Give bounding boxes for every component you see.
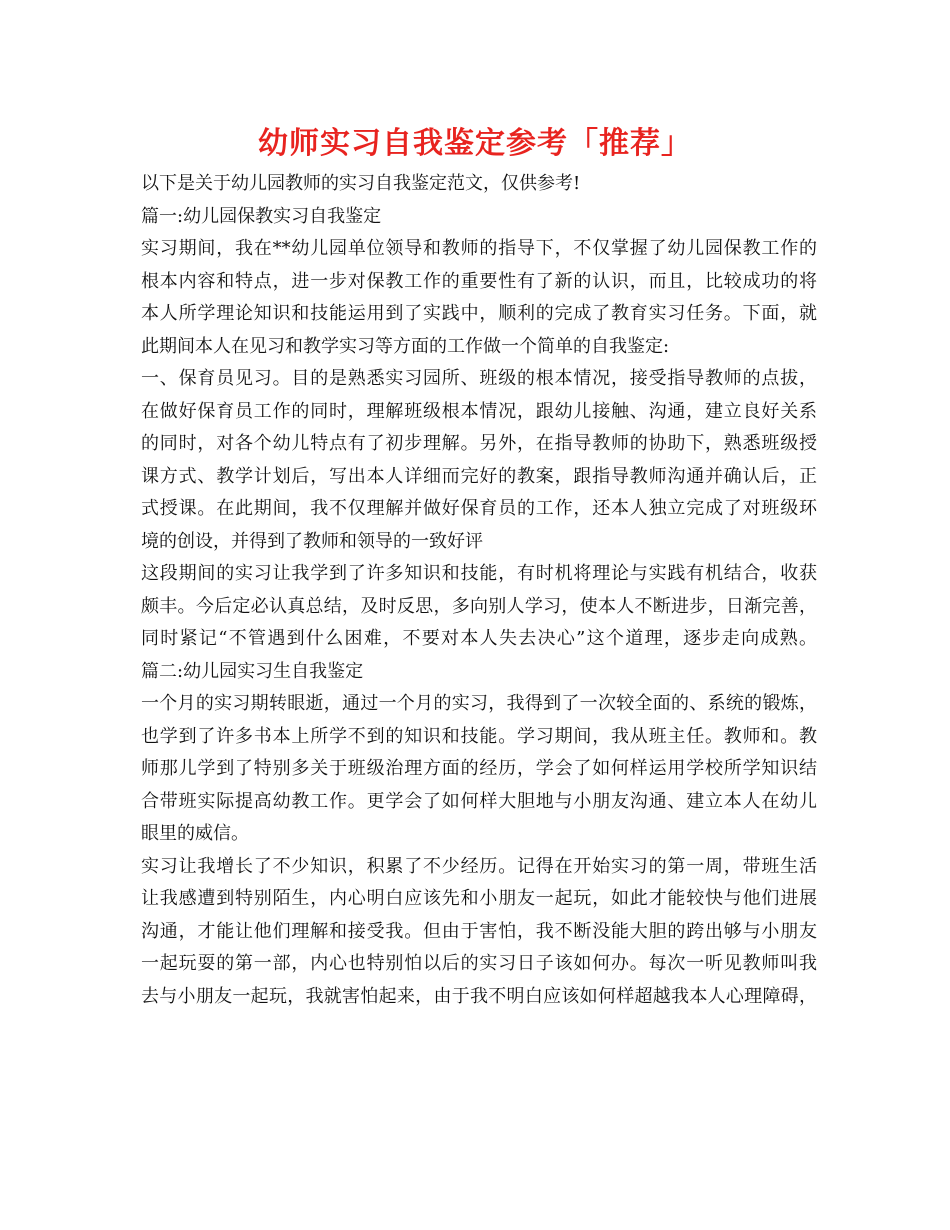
text-line: 实习期间，我在**幼儿园单位领导和教师的指导下，不仅掌握了幼儿园保教工作的 [141, 238, 817, 259]
text-line: 以下是关于幼儿园教师的实习自我鉴定范文，仅供参考! [141, 173, 581, 194]
text-line: 实习让我增长了不少知识，积累了不少经历。记得在开始实习的第一周，带班生活 [141, 855, 817, 877]
text-line: 课方式、教学计划后，写出本人详细而完好的教案，跟指导教师沟通并确认后，正 [141, 465, 817, 487]
text-line: 合带班实际提高幼教工作。更学会了如何样大胆地与小朋友沟通、建立本人在幼儿 [141, 790, 817, 812]
document-body [141, 168, 817, 1013]
text-line: 篇二:幼儿园实习生自我鉴定 [141, 660, 364, 682]
text-line: 眼里的威信。 [141, 823, 249, 844]
text-line: 在做好保育员工作的同时，理解班级根本情况，跟幼儿接触、沟通，建立良好关系 [141, 400, 817, 422]
text-line: 让我感遭到特别陌生，内心明白应该先和小朋友一起玩，如此才能较快与他们进展 [141, 888, 817, 909]
text-line: 篇一:幼儿园保教实习自我鉴定 [141, 205, 382, 227]
text-line: 式授课。在此期间，我不仅理解并做好保育员的工作，还本人独立完成了对班级环 [141, 498, 817, 519]
text-line: 本人所学理论知识和技能运用到了实践中，顺利的完成了教育实习任务。下面，就 [141, 303, 817, 324]
text-line: 这段期间的实习让我学到了许多知识和技能，有时机将理论与实践有机结合，收获 [141, 563, 817, 584]
text-line: 同时紧记“不管遇到什么困难，不要对本人失去决心”这个道理，逐步走向成熟。 [141, 628, 817, 649]
text-line: 也学到了许多书本上所学不到的知识和技能。学习期间，我从班主任。教师和。教 [141, 725, 817, 747]
text-line: 沟通，才能让他们理解和接受我。但由于害怕，我不断没能大胆的跨出够与小朋友 [141, 920, 817, 942]
text-line: 境的创设，并得到了教师和领导的一致好评 [141, 530, 483, 552]
text-line: 根本内容和特点，进一步对保教工作的重要性有了新的认识，而且，比较成功的将 [141, 270, 817, 292]
text-line: 一、保育员见习。目的是熟悉实习园所、班级的根本情况，接受指导教师的点拔， [141, 368, 817, 389]
text-line: 的同时，对各个幼儿特点有了初步理解。另外，在指导教师的协助下，熟悉班级授 [141, 433, 817, 454]
text-line: 一起玩耍的第一部，内心也特别怕以后的实习日子该如何办。每次一听见教师叫我 [141, 953, 817, 974]
text-line: 颇丰。今后定必认真总结，及时反思，多向别人学习，使本人不断进步，日渐完善， [141, 595, 817, 617]
document-title: 幼师实习自我鉴定参考「推荐」 [258, 126, 692, 161]
text-line: 师那儿学到了特别多关于班级治理方面的经历，学会了如何样运用学校所学知识结 [141, 758, 817, 779]
text-line: 去与小朋友一起玩，我就害怕起来，由于我不明白应该如何样超越我本人心理障碍， [141, 985, 817, 1007]
text-line: 此期间本人在见习和教学实习等方面的工作做一个简单的自我鉴定: [141, 335, 670, 357]
text-line: 一个月的实习期转眼逝，通过一个月的实习，我得到了一次较全面的、系统的锻炼， [141, 693, 817, 714]
